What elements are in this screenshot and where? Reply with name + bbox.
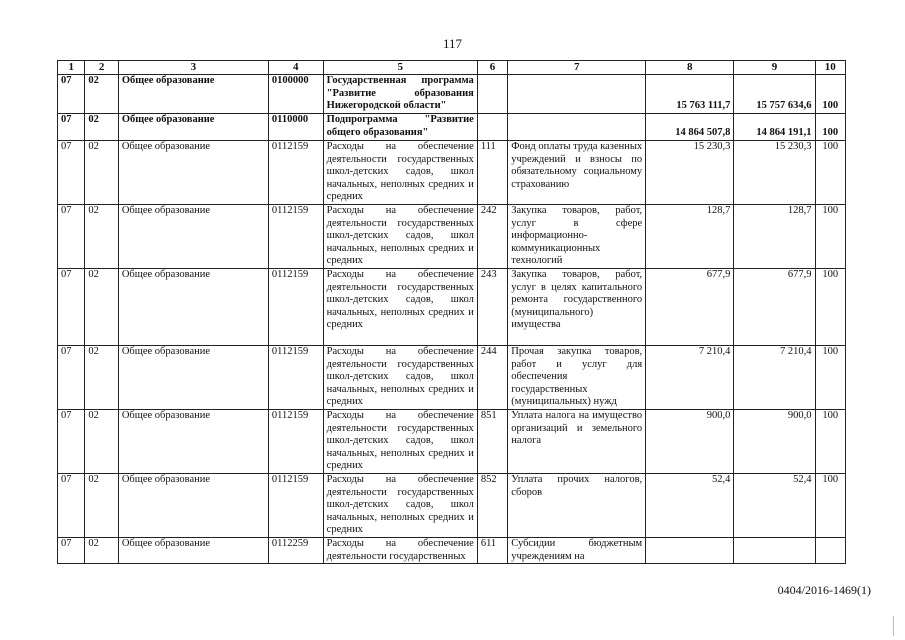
execution-percent: 100 — [815, 114, 846, 141]
subsection-code: 02 — [85, 410, 118, 474]
section-name: Общее образование — [118, 75, 268, 114]
target-description: Расходы на обеспечение деятельности государственных школ-детских садов, школ начальных, неполных средних и средних — [323, 410, 477, 474]
target-code: 0112159 — [268, 474, 323, 538]
expense-type-name — [508, 75, 646, 114]
column-header: 6 — [477, 61, 507, 75]
section-code: 07 — [58, 346, 85, 410]
target-code: 0100000 — [268, 75, 323, 114]
target-code: 0112159 — [268, 410, 323, 474]
table-row — [58, 538, 846, 564]
table-row — [58, 346, 846, 410]
section-name: Общее образование — [118, 346, 268, 410]
column-header: 1 — [58, 61, 85, 75]
expense-type-code: 611 — [477, 538, 507, 564]
table-row — [58, 269, 846, 346]
section-name: Общее образование — [118, 141, 268, 205]
actual-amount: 128,7 — [734, 205, 815, 269]
column-header: 2 — [85, 61, 118, 75]
section-name: Общее образование — [118, 474, 268, 538]
subsection-code: 02 — [85, 205, 118, 269]
planned-amount: 7 210,4 — [646, 346, 734, 410]
document-code: 0404/2016-1469(1) — [777, 583, 871, 597]
section-code: 07 — [58, 205, 85, 269]
table-row — [58, 114, 846, 141]
header-row — [58, 61, 846, 75]
execution-percent: 100 — [815, 269, 846, 346]
actual-amount: 900,0 — [734, 410, 815, 474]
actual-amount: 14 864 191,1 — [734, 114, 815, 141]
expense-type-code — [477, 75, 507, 114]
expense-type-name — [508, 114, 646, 141]
section-name: Общее образование — [118, 410, 268, 474]
target-code: 0112159 — [268, 346, 323, 410]
expense-type-code: 243 — [477, 269, 507, 346]
target-code: 0112159 — [268, 205, 323, 269]
column-header: 5 — [323, 61, 477, 75]
table-row — [58, 410, 846, 474]
expense-type-code: 851 — [477, 410, 507, 474]
target-code: 0112159 — [268, 141, 323, 205]
column-header: 10 — [815, 61, 846, 75]
section-code: 07 — [58, 410, 85, 474]
column-header: 8 — [646, 61, 734, 75]
expense-type-name: Субсидии бюджетным учреждениям на — [508, 538, 646, 564]
planned-amount: 15 230,3 — [646, 141, 734, 205]
section-code: 07 — [58, 538, 85, 564]
page-number: 117 — [442, 36, 463, 51]
table-row — [58, 474, 846, 538]
budget-table — [57, 60, 846, 564]
subsection-code: 02 — [85, 474, 118, 538]
section-code: 07 — [58, 141, 85, 205]
table-row — [58, 205, 846, 269]
table-row — [58, 141, 846, 205]
target-description: Расходы на обеспечение деятельности государственных школ-детских садов, школ начальных, неполных средних и средних — [323, 141, 477, 205]
subsection-code: 02 — [85, 346, 118, 410]
actual-amount: 7 210,4 — [734, 346, 815, 410]
planned-amount: 900,0 — [646, 410, 734, 474]
expense-type-code: 111 — [477, 141, 507, 205]
expense-type-code: 244 — [477, 346, 507, 410]
expense-type-name: Фонд оплаты труда казенных учреждений и взносы по обязательному социальному страхованию — [508, 141, 646, 205]
section-code: 07 — [58, 269, 85, 346]
section-code: 07 — [58, 75, 85, 114]
expense-type-name: Закупка товаров, работ, услуг в целях капитального ремонта государственного (муниципального) имущества — [508, 269, 646, 346]
section-code: 07 — [58, 114, 85, 141]
target-code: 0112259 — [268, 538, 323, 564]
planned-amount: 128,7 — [646, 205, 734, 269]
expense-type-code: 242 — [477, 205, 507, 269]
target-description: Расходы на обеспечение деятельности государственных школ-детских садов, школ начальных, неполных средних и средних — [323, 205, 477, 269]
expense-type-name: Уплата прочих налогов, сборов — [508, 474, 646, 538]
column-header: 4 — [268, 61, 323, 75]
planned-amount: 14 864 507,8 — [646, 114, 734, 141]
table-row — [58, 75, 846, 114]
subsection-code: 02 — [85, 114, 118, 141]
expense-type-code — [477, 114, 507, 141]
section-name: Общее образование — [118, 205, 268, 269]
actual-amount: 52,4 — [734, 474, 815, 538]
actual-amount: 15 230,3 — [734, 141, 815, 205]
expense-type-name: Закупка товаров, работ, услуг в сфере информационно-коммуникационных технологий — [508, 205, 646, 269]
expense-type-name: Уплата налога на имущество организаций и земельного налога — [508, 410, 646, 474]
expense-type-code: 852 — [477, 474, 507, 538]
target-code: 0110000 — [268, 114, 323, 141]
execution-percent: 100 — [815, 410, 846, 474]
planned-amount: 677,9 — [646, 269, 734, 346]
execution-percent: 100 — [815, 75, 846, 114]
column-header: 9 — [734, 61, 815, 75]
section-name: Общее образование — [118, 538, 268, 564]
column-header: 3 — [118, 61, 268, 75]
execution-percent: 100 — [815, 205, 846, 269]
target-description: Расходы на обеспечение деятельности государственных школ-детских садов, школ начальных, неполных средних и средних — [323, 474, 477, 538]
target-description: Расходы на обеспечение деятельности государственных школ-детских садов, школ начальных, неполных средних и средних — [323, 346, 477, 410]
actual-amount — [734, 538, 815, 564]
target-description: Расходы на обеспечение деятельности государственных школ-детских садов, школ начальных, неполных средних и средних — [323, 269, 477, 346]
target-description: Подпрограмма "Развитие общего образования" — [323, 114, 477, 141]
scan-edge-mark — [893, 616, 894, 636]
planned-amount — [646, 538, 734, 564]
execution-percent: 100 — [815, 141, 846, 205]
section-name: Общее образование — [118, 114, 268, 141]
table-body — [58, 75, 846, 564]
execution-percent: 100 — [815, 474, 846, 538]
subsection-code: 02 — [85, 538, 118, 564]
planned-amount: 15 763 111,7 — [646, 75, 734, 114]
target-description: Государственная программа "Развитие образования Нижегородской области" — [323, 75, 477, 114]
expense-type-name: Прочая закупка товаров, работ и услуг для обеспечения государственных (муниципальных) нужд — [508, 346, 646, 410]
target-description: Расходы на обеспечение деятельности государственных — [323, 538, 477, 564]
column-header: 7 — [508, 61, 646, 75]
subsection-code: 02 — [85, 141, 118, 205]
target-code: 0112159 — [268, 269, 323, 346]
subsection-code: 02 — [85, 75, 118, 114]
actual-amount: 677,9 — [734, 269, 815, 346]
actual-amount: 15 757 634,6 — [734, 75, 815, 114]
subsection-code: 02 — [85, 269, 118, 346]
section-code: 07 — [58, 474, 85, 538]
execution-percent: 100 — [815, 346, 846, 410]
execution-percent — [815, 538, 846, 564]
section-name: Общее образование — [118, 269, 268, 346]
planned-amount: 52,4 — [646, 474, 734, 538]
